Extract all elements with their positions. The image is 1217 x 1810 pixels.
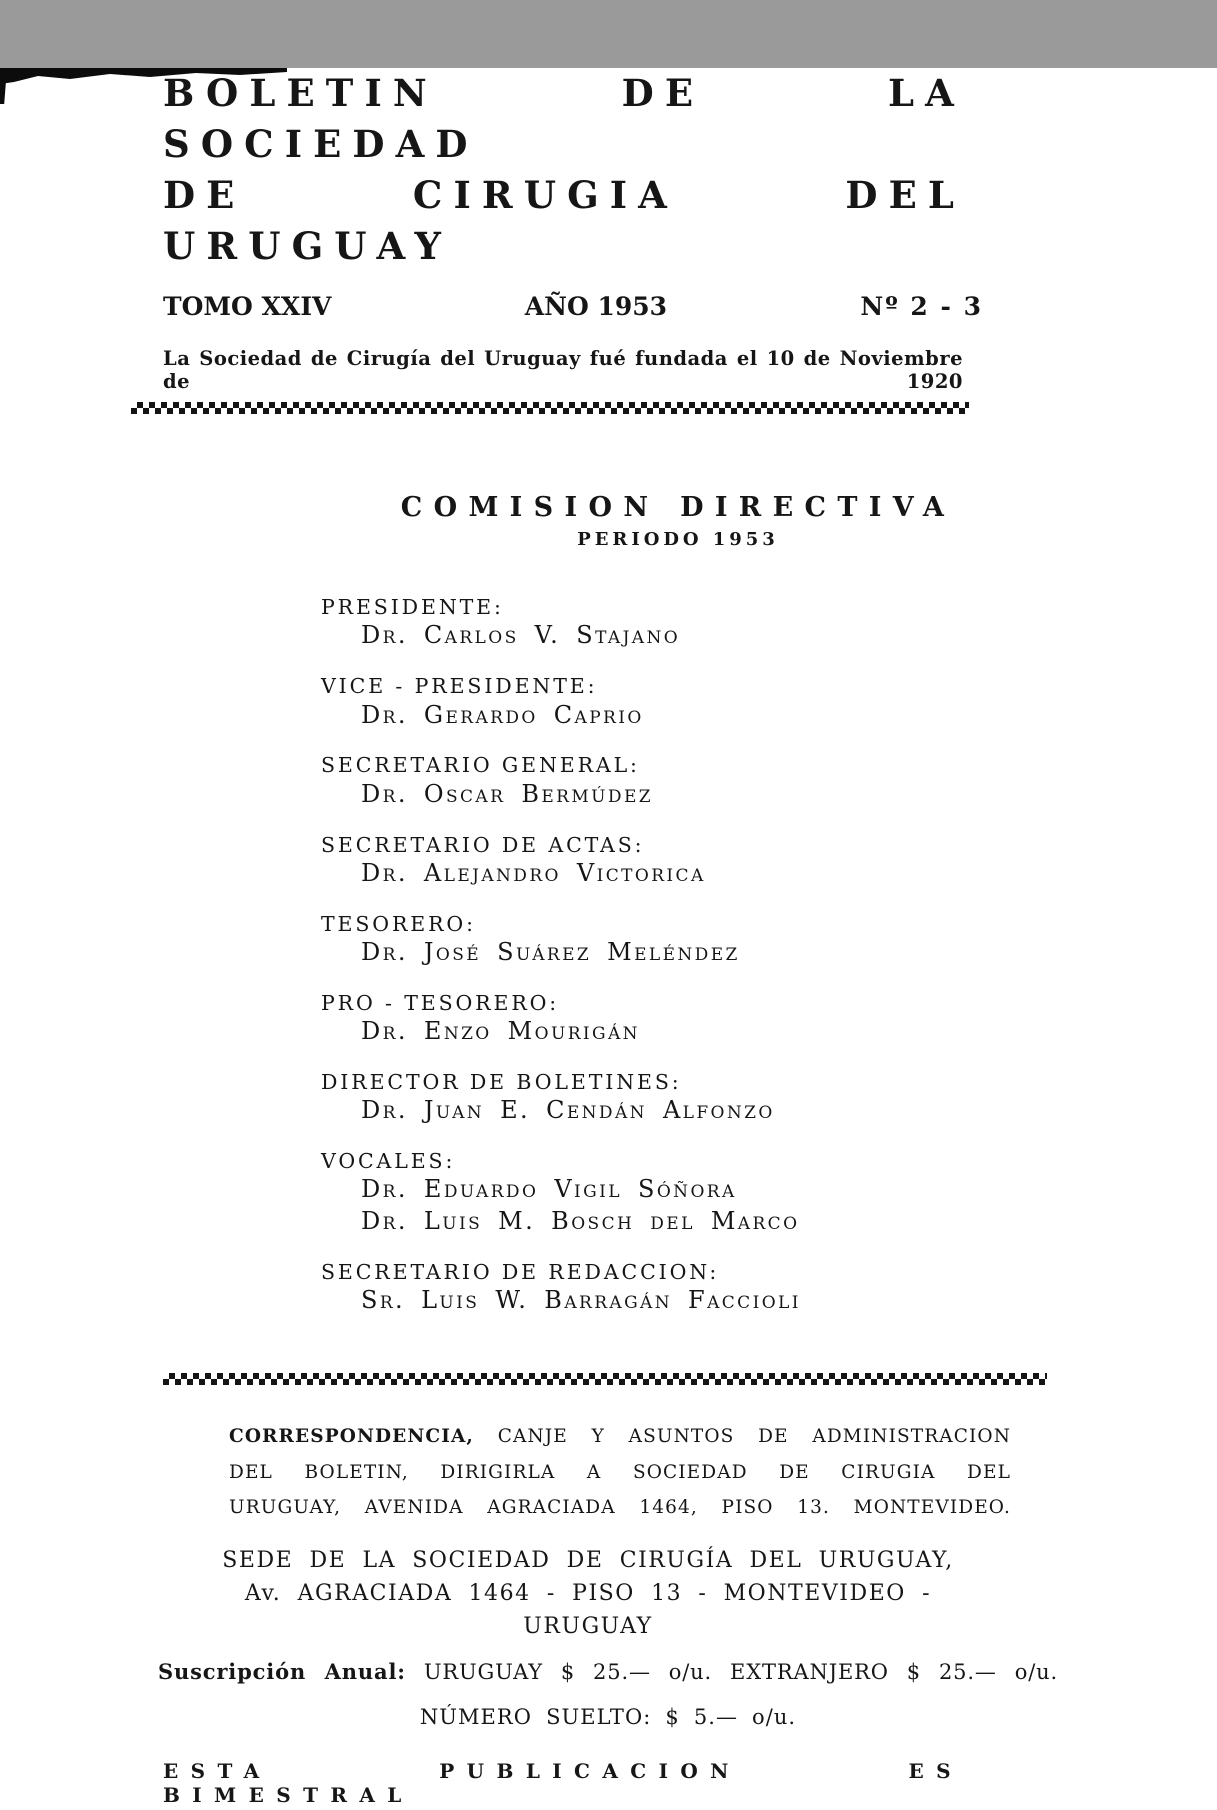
member-name: Dr. Alejandro Victorica	[361, 858, 706, 887]
society-address	[193, 1544, 983, 1643]
role-label: VICE - PRESIDENTE:	[321, 674, 598, 699]
member-name: Dr. José Suárez Meléndez	[361, 937, 740, 966]
correspondence-text: CANJE Y ASUNTOS DE ADMINISTRACION DEL BOLETIN, DIRIGIRLA A SOCIEDAD DE CIRUGIA DEL URUGUAY, AVENIDA AGRACIADA 1464, PISO 13. MONTEVIDEO.	[229, 1426, 1011, 1519]
member-name: Dr. Eduardo Vigil Sóñora	[361, 1175, 737, 1204]
member-name: Dr. Gerardo Caprio	[361, 700, 644, 729]
masthead	[163, 68, 965, 272]
periodicity-line: ESTA PUBLICACION ES BIMESTRAL	[163, 1759, 963, 1808]
correspondence-lead: CORRESPONDENCIA,	[229, 1426, 474, 1448]
journal-title-line1: BOLETIN DE LA SOCIEDAD	[163, 71, 965, 167]
correspondence-paragraph	[229, 1419, 1011, 1526]
founding-line: La Sociedad de Cirugía del Uruguay fué fundada el 10 de Noviembre de 1920	[163, 347, 963, 394]
role-label: TESORERO:	[321, 911, 476, 936]
role-group-pro-tesorero	[321, 990, 1217, 1048]
role-group-director-de-boletines	[321, 1069, 1217, 1127]
issue-info-row	[163, 292, 983, 321]
member-name: Sr. Luis W. Barragán Faccioli	[361, 1286, 801, 1315]
role-label: PRO - TESORERO:	[321, 990, 560, 1015]
member-name: Dr. Carlos V. Stajano	[361, 621, 681, 650]
year-label: AÑO 1953	[524, 292, 668, 322]
subscription-line	[158, 1659, 1058, 1684]
subscription-lead: Suscripción Anual:	[158, 1659, 406, 1685]
checkered-divider-top	[131, 402, 969, 414]
tomo-label: TOMO XXIV	[163, 292, 332, 322]
role-label: SECRETARIO GENERAL:	[321, 753, 640, 778]
role-group-vocales	[321, 1148, 1217, 1238]
scanned-bulletin-page	[0, 68, 1217, 1810]
role-label: PRESIDENTE:	[321, 595, 504, 620]
address-line1: SEDE DE LA SOCIEDAD DE CIRUGÍA DEL URUGUAY,	[222, 1548, 954, 1574]
member-name: Dr. Juan E. Cendán Alfonzo	[361, 1096, 775, 1125]
issue-number-label: Nº 2 - 3	[860, 292, 983, 322]
role-label: DIRECTOR DE BOLETINES:	[321, 1070, 682, 1095]
comision-directiva-heading: COMISION DIRECTIVA	[400, 492, 956, 524]
subscription-prices: URUGUAY $ 25.— o/u. EXTRANJERO $ 25.— o/u.	[405, 1660, 1058, 1685]
board-members-list	[321, 594, 1217, 1317]
role-group-secretario-general	[321, 752, 1217, 810]
member-name: Dr. Luis M. Bosch del Marco	[361, 1207, 800, 1236]
role-group-secretario-de-actas	[321, 832, 1217, 890]
role-label: VOCALES:	[321, 1149, 456, 1174]
role-group-vice-presidente	[321, 673, 1217, 731]
checkered-divider-bottom	[163, 1373, 1047, 1385]
single-issue-price: NÚMERO SUELTO: $ 5.— o/u.	[419, 1705, 797, 1730]
role-label: SECRETARIO DE ACTAS:	[321, 832, 645, 857]
role-group-secretario-de-redaccion	[321, 1259, 1217, 1317]
journal-title-line2: DE CIRUGIA DEL URUGUAY	[163, 173, 965, 269]
role-group-presidente	[321, 594, 1217, 652]
member-name: Dr. Oscar Bermúdez	[361, 779, 653, 808]
periodo-subheading: PERIODO 1953	[577, 529, 779, 551]
role-label: SECRETARIO DE REDACCION:	[321, 1260, 720, 1285]
role-group-tesorero	[321, 911, 1217, 969]
member-name: Dr. Enzo Mourigán	[361, 1017, 640, 1046]
address-line2: Av. AGRACIADA 1464 - PISO 13 - MONTEVIDEO - URUGUAY	[244, 1581, 932, 1640]
